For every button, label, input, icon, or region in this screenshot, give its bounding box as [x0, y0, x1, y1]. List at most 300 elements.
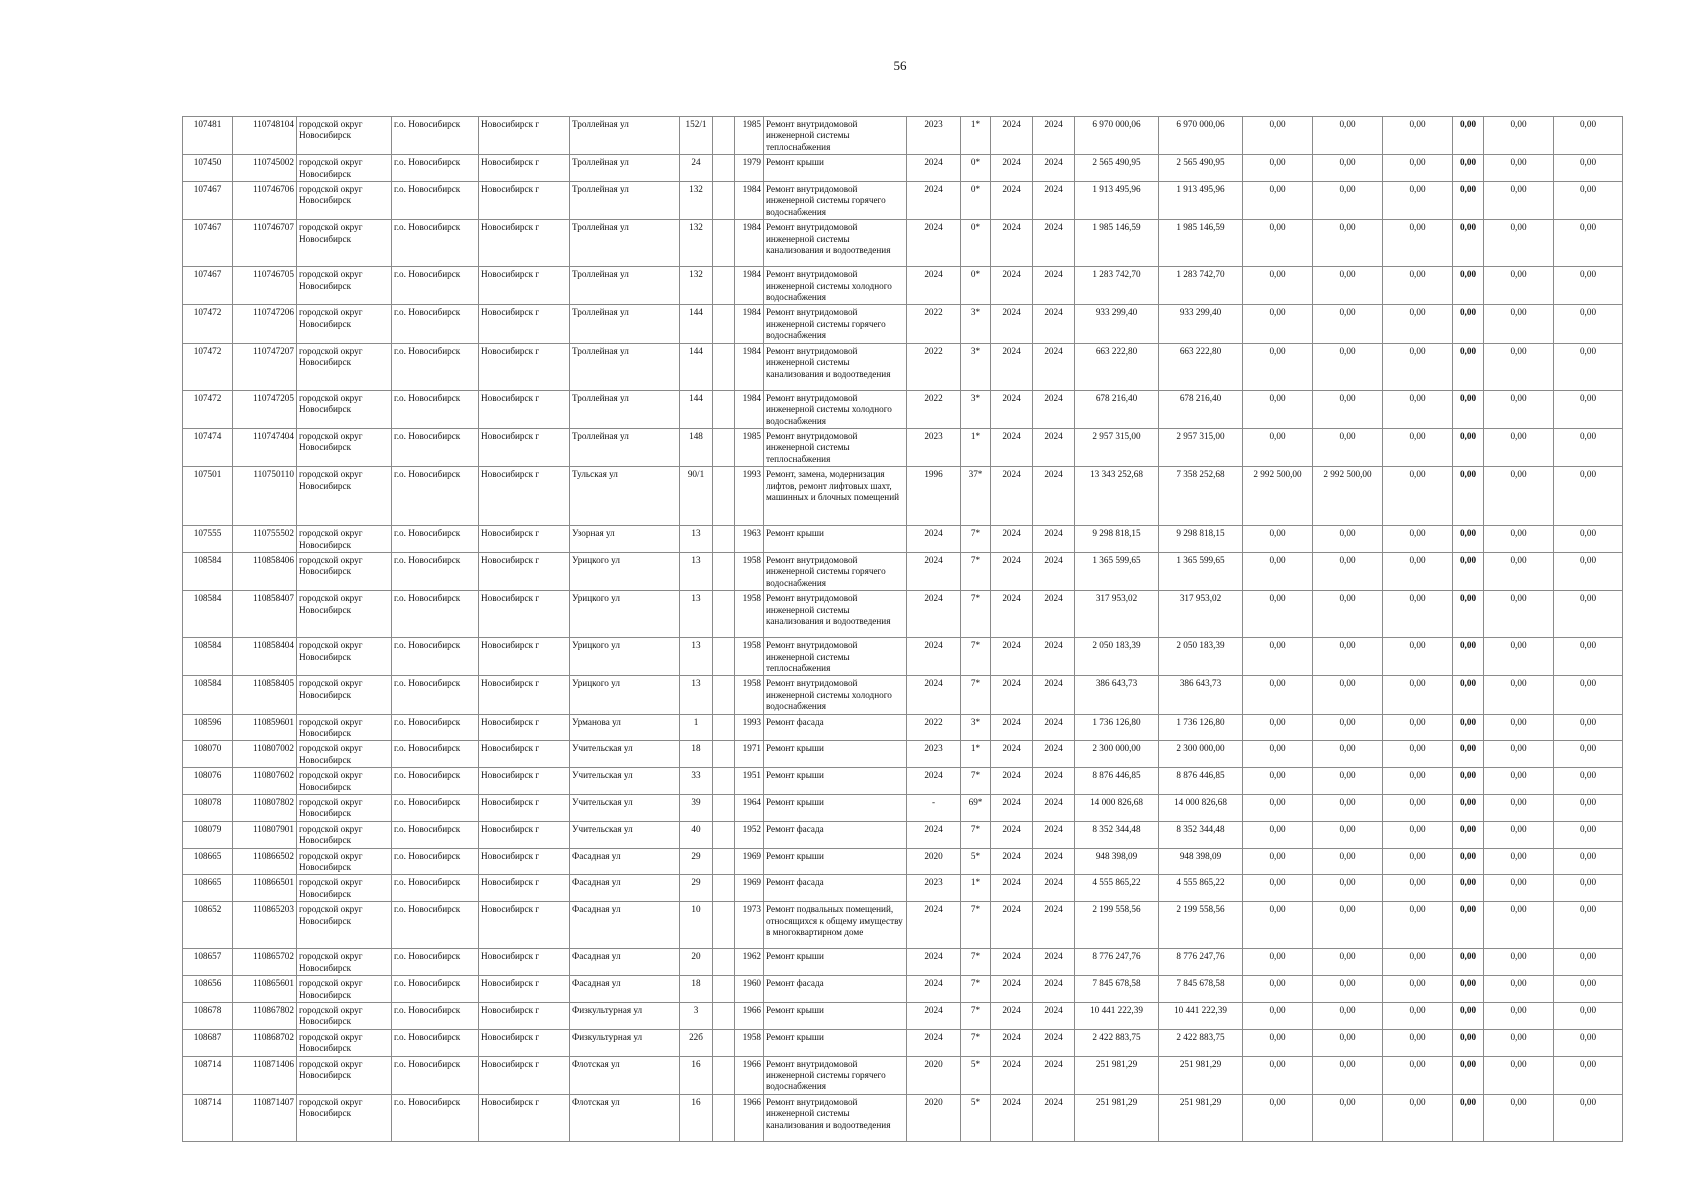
col-code: 110807901 [233, 821, 297, 848]
col-year-prev: 2020 [907, 1056, 961, 1094]
col-municipality: городской округ Новосибирск [297, 795, 392, 822]
col-regional: 2 992 500,00 [1313, 467, 1383, 526]
col-year-plan: 2024 [991, 768, 1033, 795]
col-district: г.о. Новосибирск [392, 741, 479, 768]
col-municipality: городской округ Новосибирск [297, 117, 392, 155]
col-fund-cost: 2 957 315,00 [1159, 428, 1243, 466]
col-year-built: 1952 [735, 821, 764, 848]
col-year-built: 1984 [735, 220, 764, 267]
col-year-plan: 2024 [991, 552, 1033, 590]
col-municipality: городской округ Новосибирск [297, 155, 392, 182]
col-regional: 0,00 [1313, 795, 1383, 822]
col-federal: 0,00 [1243, 182, 1313, 220]
col-fund-cost: 678 216,40 [1159, 390, 1243, 428]
col-regional: 0,00 [1313, 343, 1383, 390]
col-year-plan: 2024 [991, 676, 1033, 714]
col-code: 110747404 [233, 428, 297, 466]
col-city: Новосибирск г [479, 117, 570, 155]
table-row [183, 1094, 1623, 1141]
col-district: г.о. Новосибирск [392, 902, 479, 949]
col-year-plan: 2024 [991, 741, 1033, 768]
col-id: 107467 [183, 267, 233, 305]
col-year-plan: 2024 [991, 390, 1033, 428]
col-street: Учительская ул [570, 768, 680, 795]
col-year-fact: 2024 [1033, 305, 1075, 343]
col-year-plan: 2024 [991, 1002, 1033, 1029]
col-year-fact: 2024 [1033, 638, 1075, 676]
col-building [713, 591, 735, 638]
col-city: Новосибирск г [479, 714, 570, 741]
col-city: Новосибирск г [479, 676, 570, 714]
col-federal: 0,00 [1243, 741, 1313, 768]
col-other: 0,00 [1453, 591, 1484, 638]
col-total-cost: 2 422 883,75 [1075, 1029, 1159, 1056]
col-total-cost: 1 985 146,59 [1075, 220, 1159, 267]
col-code: 110747206 [233, 305, 297, 343]
table-row [183, 155, 1623, 182]
col-work-type: Ремонт подвальных помещений, относящихся к общему имуществу в многоквартирном доме [764, 902, 907, 949]
col-federal: 0,00 [1243, 1002, 1313, 1029]
col-year-prev: 2022 [907, 390, 961, 428]
col-year-built: 1958 [735, 1029, 764, 1056]
col-municipality: городской округ Новосибирск [297, 552, 392, 590]
col-extra: 0,00 [1554, 267, 1623, 305]
col-extra: 0,00 [1554, 795, 1623, 822]
col-work-type: Ремонт фасада [764, 821, 907, 848]
col-id: 107555 [183, 526, 233, 553]
col-other: 0,00 [1453, 1056, 1484, 1094]
col-id: 107472 [183, 305, 233, 343]
col-total-cost: 2 050 183,39 [1075, 638, 1159, 676]
col-district: г.о. Новосибирск [392, 1002, 479, 1029]
col-year-fact: 2024 [1033, 220, 1075, 267]
col-id: 107450 [183, 155, 233, 182]
col-regional: 0,00 [1313, 949, 1383, 976]
col-priority: 0* [961, 220, 991, 267]
col-code: 110866502 [233, 848, 297, 875]
col-priority: 0* [961, 182, 991, 220]
col-building [713, 902, 735, 949]
col-district: г.о. Новосибирск [392, 552, 479, 590]
col-federal: 0,00 [1243, 676, 1313, 714]
col-year-fact: 2024 [1033, 1094, 1075, 1141]
col-code: 110807802 [233, 795, 297, 822]
col-id: 108070 [183, 741, 233, 768]
col-year-prev: 2024 [907, 182, 961, 220]
col-id: 108584 [183, 552, 233, 590]
col-city: Новосибирск г [479, 591, 570, 638]
col-building [713, 638, 735, 676]
col-federal: 0,00 [1243, 714, 1313, 741]
col-district: г.о. Новосибирск [392, 390, 479, 428]
col-local: 0,00 [1383, 591, 1453, 638]
col-total-cost: 2 565 490,95 [1075, 155, 1159, 182]
col-street: Троллейная ул [570, 305, 680, 343]
col-street: Фасадная ул [570, 902, 680, 949]
col-year-built: 1963 [735, 526, 764, 553]
col-local: 0,00 [1383, 741, 1453, 768]
col-year-fact: 2024 [1033, 526, 1075, 553]
col-regional: 0,00 [1313, 676, 1383, 714]
col-street: Флотская ул [570, 1094, 680, 1141]
col-house: 144 [680, 343, 713, 390]
col-local: 0,00 [1383, 714, 1453, 741]
col-year-prev: 2024 [907, 949, 961, 976]
table-row [183, 821, 1623, 848]
col-federal: 0,00 [1243, 343, 1313, 390]
col-work-type: Ремонт внутридомовой инженерной системы холодного водоснабжения [764, 267, 907, 305]
col-building [713, 390, 735, 428]
col-year-built: 1985 [735, 117, 764, 155]
col-city: Новосибирск г [479, 267, 570, 305]
col-fund-cost: 7 845 678,58 [1159, 976, 1243, 1003]
table-row [183, 875, 1623, 902]
col-district: г.о. Новосибирск [392, 976, 479, 1003]
col-federal: 0,00 [1243, 976, 1313, 1003]
col-id: 108714 [183, 1094, 233, 1141]
col-local: 0,00 [1383, 305, 1453, 343]
col-municipality: городской округ Новосибирск [297, 1094, 392, 1141]
col-other: 0,00 [1453, 638, 1484, 676]
col-year-built: 1973 [735, 902, 764, 949]
col-federal: 0,00 [1243, 1094, 1313, 1141]
col-regional: 0,00 [1313, 428, 1383, 466]
col-year-prev: 2023 [907, 117, 961, 155]
col-year-plan: 2024 [991, 795, 1033, 822]
col-district: г.о. Новосибирск [392, 155, 479, 182]
col-work-type: Ремонт крыши [764, 155, 907, 182]
col-code: 110867802 [233, 1002, 297, 1029]
col-city: Новосибирск г [479, 305, 570, 343]
col-year-built: 1958 [735, 676, 764, 714]
col-extra: 0,00 [1554, 526, 1623, 553]
col-owners: 0,00 [1484, 305, 1554, 343]
table-row [183, 305, 1623, 343]
col-fund-cost: 2 565 490,95 [1159, 155, 1243, 182]
col-year-built: 1979 [735, 155, 764, 182]
col-id: 108656 [183, 976, 233, 1003]
col-regional: 0,00 [1313, 714, 1383, 741]
col-local: 0,00 [1383, 1094, 1453, 1141]
table-row [183, 552, 1623, 590]
col-regional: 0,00 [1313, 552, 1383, 590]
col-extra: 0,00 [1554, 117, 1623, 155]
col-year-built: 1966 [735, 1002, 764, 1029]
col-house: 152/1 [680, 117, 713, 155]
col-fund-cost: 1 283 742,70 [1159, 267, 1243, 305]
col-total-cost: 317 953,02 [1075, 591, 1159, 638]
table-row [183, 848, 1623, 875]
table-row [183, 1056, 1623, 1094]
col-extra: 0,00 [1554, 976, 1623, 1003]
col-owners: 0,00 [1484, 526, 1554, 553]
col-priority: 5* [961, 848, 991, 875]
col-city: Новосибирск г [479, 821, 570, 848]
col-priority: 3* [961, 305, 991, 343]
col-building [713, 795, 735, 822]
col-priority: 37* [961, 467, 991, 526]
col-regional: 0,00 [1313, 117, 1383, 155]
table-row [183, 117, 1623, 155]
col-year-plan: 2024 [991, 976, 1033, 1003]
col-id: 108678 [183, 1002, 233, 1029]
col-local: 0,00 [1383, 768, 1453, 795]
col-district: г.о. Новосибирск [392, 305, 479, 343]
col-local: 0,00 [1383, 1056, 1453, 1094]
col-year-built: 1958 [735, 638, 764, 676]
col-local: 0,00 [1383, 902, 1453, 949]
col-municipality: городской округ Новосибирск [297, 638, 392, 676]
col-city: Новосибирск г [479, 526, 570, 553]
col-street: Троллейная ул [570, 428, 680, 466]
col-year-fact: 2024 [1033, 902, 1075, 949]
col-owners: 0,00 [1484, 343, 1554, 390]
col-year-plan: 2024 [991, 1094, 1033, 1141]
repair-register-table [182, 116, 1623, 1142]
col-owners: 0,00 [1484, 949, 1554, 976]
col-district: г.о. Новосибирск [392, 848, 479, 875]
col-year-fact: 2024 [1033, 591, 1075, 638]
col-priority: 7* [961, 638, 991, 676]
col-house: 29 [680, 848, 713, 875]
col-federal: 2 992 500,00 [1243, 467, 1313, 526]
col-building [713, 821, 735, 848]
col-house: 90/1 [680, 467, 713, 526]
table-row [183, 795, 1623, 822]
col-street: Троллейная ул [570, 220, 680, 267]
col-city: Новосибирск г [479, 343, 570, 390]
col-code: 110858406 [233, 552, 297, 590]
col-municipality: городской округ Новосибирск [297, 676, 392, 714]
col-city: Новосибирск г [479, 638, 570, 676]
col-year-plan: 2024 [991, 155, 1033, 182]
col-street: Фасадная ул [570, 848, 680, 875]
col-municipality: городской округ Новосибирск [297, 467, 392, 526]
col-work-type: Ремонт крыши [764, 795, 907, 822]
col-year-fact: 2024 [1033, 343, 1075, 390]
col-local: 0,00 [1383, 848, 1453, 875]
col-priority: 1* [961, 741, 991, 768]
col-year-prev: 2024 [907, 220, 961, 267]
col-federal: 0,00 [1243, 428, 1313, 466]
table-row [183, 638, 1623, 676]
col-year-prev: 2024 [907, 591, 961, 638]
col-owners: 0,00 [1484, 155, 1554, 182]
col-house: 13 [680, 638, 713, 676]
col-municipality: городской округ Новосибирск [297, 741, 392, 768]
table-row [183, 1002, 1623, 1029]
col-street: Троллейная ул [570, 155, 680, 182]
col-year-built: 1969 [735, 875, 764, 902]
col-other: 0,00 [1453, 220, 1484, 267]
col-extra: 0,00 [1554, 902, 1623, 949]
col-street: Учительская ул [570, 741, 680, 768]
col-fund-cost: 2 050 183,39 [1159, 638, 1243, 676]
col-year-prev: 2024 [907, 768, 961, 795]
col-work-type: Ремонт фасада [764, 976, 907, 1003]
col-year-built: 1971 [735, 741, 764, 768]
col-district: г.о. Новосибирск [392, 117, 479, 155]
col-id: 107472 [183, 343, 233, 390]
col-owners: 0,00 [1484, 1002, 1554, 1029]
col-extra: 0,00 [1554, 676, 1623, 714]
col-owners: 0,00 [1484, 875, 1554, 902]
col-year-built: 1958 [735, 591, 764, 638]
col-fund-cost: 1 365 599,65 [1159, 552, 1243, 590]
col-district: г.о. Новосибирск [392, 467, 479, 526]
col-building [713, 949, 735, 976]
col-other: 0,00 [1453, 552, 1484, 590]
col-federal: 0,00 [1243, 875, 1313, 902]
col-house: 18 [680, 976, 713, 1003]
col-fund-cost: 7 358 252,68 [1159, 467, 1243, 526]
col-owners: 0,00 [1484, 467, 1554, 526]
col-owners: 0,00 [1484, 267, 1554, 305]
col-code: 110747205 [233, 390, 297, 428]
col-other: 0,00 [1453, 714, 1484, 741]
col-priority: 5* [961, 1094, 991, 1141]
col-year-plan: 2024 [991, 875, 1033, 902]
col-owners: 0,00 [1484, 552, 1554, 590]
col-building [713, 117, 735, 155]
col-total-cost: 14 000 826,68 [1075, 795, 1159, 822]
col-year-plan: 2024 [991, 467, 1033, 526]
col-other: 0,00 [1453, 467, 1484, 526]
col-work-type: Ремонт крыши [764, 1029, 907, 1056]
col-year-built: 1993 [735, 714, 764, 741]
table-row [183, 949, 1623, 976]
col-work-type: Ремонт внутридомовой инженерной системы канализования и водоотведения [764, 220, 907, 267]
col-house: 132 [680, 182, 713, 220]
col-total-cost: 4 555 865,22 [1075, 875, 1159, 902]
col-code: 110755502 [233, 526, 297, 553]
col-year-plan: 2024 [991, 220, 1033, 267]
col-house: 144 [680, 390, 713, 428]
col-id: 108665 [183, 875, 233, 902]
col-priority: 7* [961, 676, 991, 714]
col-local: 0,00 [1383, 1002, 1453, 1029]
col-other: 0,00 [1453, 821, 1484, 848]
col-year-prev: 1996 [907, 467, 961, 526]
col-federal: 0,00 [1243, 526, 1313, 553]
col-extra: 0,00 [1554, 343, 1623, 390]
col-priority: 7* [961, 1029, 991, 1056]
col-other: 0,00 [1453, 526, 1484, 553]
col-id: 108079 [183, 821, 233, 848]
col-municipality: городской округ Новосибирск [297, 714, 392, 741]
col-work-type: Ремонт фасада [764, 875, 907, 902]
col-local: 0,00 [1383, 467, 1453, 526]
col-street: Физкультурная ул [570, 1029, 680, 1056]
col-city: Новосибирск г [479, 875, 570, 902]
col-house: 39 [680, 795, 713, 822]
col-priority: 0* [961, 267, 991, 305]
col-priority: 3* [961, 714, 991, 741]
col-other: 0,00 [1453, 182, 1484, 220]
col-fund-cost: 933 299,40 [1159, 305, 1243, 343]
col-id: 108714 [183, 1056, 233, 1094]
col-street: Урицкого ул [570, 638, 680, 676]
col-owners: 0,00 [1484, 1029, 1554, 1056]
col-regional: 0,00 [1313, 155, 1383, 182]
col-total-cost: 7 845 678,58 [1075, 976, 1159, 1003]
col-house: 13 [680, 676, 713, 714]
col-city: Новосибирск г [479, 1029, 570, 1056]
col-owners: 0,00 [1484, 902, 1554, 949]
col-other: 0,00 [1453, 949, 1484, 976]
col-federal: 0,00 [1243, 267, 1313, 305]
col-district: г.о. Новосибирск [392, 676, 479, 714]
col-municipality: городской округ Новосибирск [297, 526, 392, 553]
col-regional: 0,00 [1313, 848, 1383, 875]
col-year-prev: 2024 [907, 1002, 961, 1029]
col-year-fact: 2024 [1033, 1029, 1075, 1056]
col-house: 29 [680, 875, 713, 902]
col-fund-cost: 663 222,80 [1159, 343, 1243, 390]
col-municipality: городской округ Новосибирск [297, 768, 392, 795]
col-extra: 0,00 [1554, 768, 1623, 795]
col-owners: 0,00 [1484, 1094, 1554, 1141]
table-row [183, 390, 1623, 428]
col-fund-cost: 1 736 126,80 [1159, 714, 1243, 741]
col-id: 108584 [183, 591, 233, 638]
col-regional: 0,00 [1313, 902, 1383, 949]
col-priority: 7* [961, 1002, 991, 1029]
col-municipality: городской округ Новосибирск [297, 428, 392, 466]
col-code: 110866501 [233, 875, 297, 902]
col-year-prev: 2024 [907, 267, 961, 305]
col-municipality: городской округ Новосибирск [297, 976, 392, 1003]
col-work-type: Ремонт внутридомовой инженерной системы канализования и водоотведения [764, 1094, 907, 1141]
col-building [713, 1029, 735, 1056]
col-year-fact: 2024 [1033, 821, 1075, 848]
col-year-plan: 2024 [991, 343, 1033, 390]
col-work-type: Ремонт внутридомовой инженерной системы горячего водоснабжения [764, 305, 907, 343]
col-year-plan: 2024 [991, 591, 1033, 638]
col-street: Урицкого ул [570, 676, 680, 714]
col-street: Тульская ул [570, 467, 680, 526]
col-extra: 0,00 [1554, 390, 1623, 428]
col-extra: 0,00 [1554, 552, 1623, 590]
col-code: 110747207 [233, 343, 297, 390]
col-district: г.о. Новосибирск [392, 343, 479, 390]
col-year-prev: 2020 [907, 848, 961, 875]
col-local: 0,00 [1383, 267, 1453, 305]
col-house: 148 [680, 428, 713, 466]
col-house: 22б [680, 1029, 713, 1056]
col-year-plan: 2024 [991, 638, 1033, 676]
col-year-fact: 2024 [1033, 795, 1075, 822]
col-total-cost: 6 970 000,06 [1075, 117, 1159, 155]
col-year-plan: 2024 [991, 526, 1033, 553]
col-year-prev: 2024 [907, 676, 961, 714]
col-work-type: Ремонт внутридомовой инженерной системы теплоснабжения [764, 428, 907, 466]
col-year-fact: 2024 [1033, 976, 1075, 1003]
col-local: 0,00 [1383, 182, 1453, 220]
col-federal: 0,00 [1243, 848, 1313, 875]
col-work-type: Ремонт крыши [764, 526, 907, 553]
col-extra: 0,00 [1554, 638, 1623, 676]
col-municipality: городской округ Новосибирск [297, 267, 392, 305]
col-total-cost: 1 913 495,96 [1075, 182, 1159, 220]
col-regional: 0,00 [1313, 1029, 1383, 1056]
col-district: г.о. Новосибирск [392, 267, 479, 305]
col-total-cost: 1 365 599,65 [1075, 552, 1159, 590]
col-building [713, 467, 735, 526]
col-year-prev: 2020 [907, 1094, 961, 1141]
col-extra: 0,00 [1554, 155, 1623, 182]
col-extra: 0,00 [1554, 875, 1623, 902]
